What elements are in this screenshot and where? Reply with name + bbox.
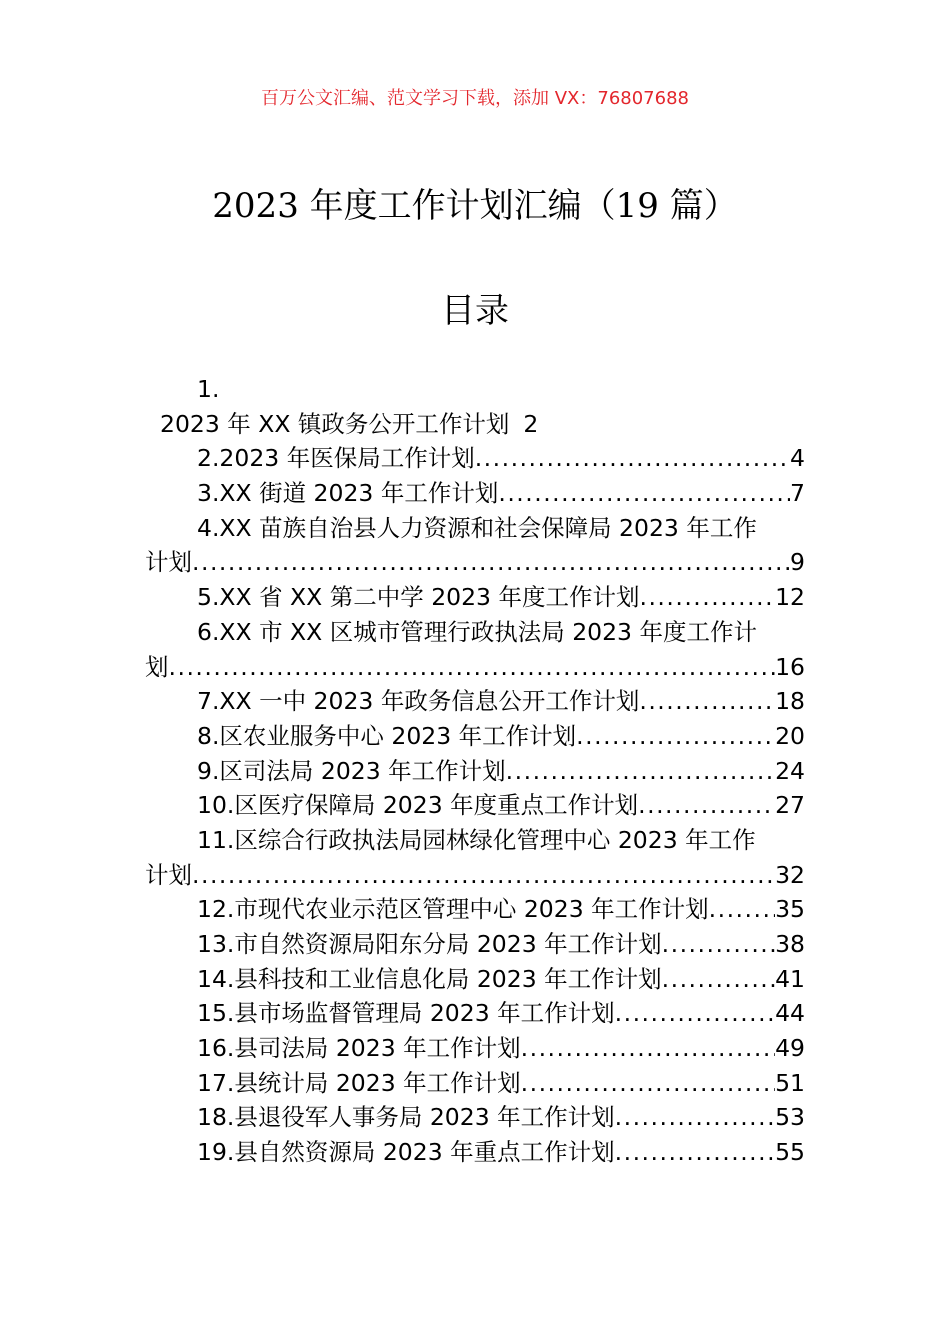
toc-entry[interactable] xyxy=(145,1135,805,1170)
dot-leader xyxy=(638,788,775,823)
toc-entry-title: 县统计局 2023 年工作计划 xyxy=(234,1068,521,1097)
toc-entry-number: 2. xyxy=(197,444,220,473)
toc-entry-page: 53 xyxy=(775,1103,805,1132)
toc-entry-title: 区农业服务中心 2023 年工作计划 xyxy=(219,721,577,750)
toc-entry-title: 县科技和工业信息化局 2023 年工作计划 xyxy=(234,964,662,993)
watermark-banner: 百万公文汇编、范文学习下载，添加 VX：76807688 xyxy=(261,88,689,109)
toc-entry-page: 20 xyxy=(775,721,805,750)
dot-leader xyxy=(615,1135,775,1170)
toc-entry-page: 18 xyxy=(775,687,805,716)
toc-entry-number: 15. xyxy=(197,999,235,1028)
toc-entry[interactable] xyxy=(145,962,805,997)
toc-entry-number-line[interactable] xyxy=(145,372,805,407)
toc-entry-title: 区综合行政执法局园林绿化管理中心 2023 年工作 xyxy=(234,825,756,854)
toc-entry-number: 13. xyxy=(197,930,235,958)
toc-entry-number: 9. xyxy=(197,756,220,785)
document-title: 2023 年度工作计划汇编（19 篇） xyxy=(212,186,738,226)
toc-entry-title: 县退役军人事务局 2023 年工作计划 xyxy=(234,1103,615,1132)
toc-entry-title: XX 省 XX 第二中学 2023 年度工作计划 xyxy=(219,583,640,612)
toc-entry-page: 32 xyxy=(775,860,805,889)
toc-entry[interactable] xyxy=(145,1100,805,1135)
dot-leader xyxy=(662,962,775,997)
toc-entry[interactable] xyxy=(145,511,805,546)
dot-leader xyxy=(521,1031,775,1066)
toc-entry-title-cont: 划 xyxy=(145,652,169,681)
dot-leader xyxy=(169,650,776,685)
dot-leader xyxy=(662,927,775,962)
toc-entry-page: 41 xyxy=(775,964,805,993)
toc-entry-page: 9 xyxy=(790,548,805,577)
toc-entry-title-cont: 计划 xyxy=(145,548,192,577)
toc-entry[interactable] xyxy=(145,407,805,442)
toc-entry-number: 17. xyxy=(197,1068,235,1097)
dot-leader xyxy=(639,580,775,615)
toc-entry[interactable] xyxy=(145,754,805,789)
toc-entry-number: 8. xyxy=(197,721,220,750)
toc-entry-number: 6. xyxy=(197,617,220,646)
toc-entry[interactable] xyxy=(145,580,805,615)
toc-entry-number: 11. xyxy=(197,825,235,854)
toc-entry-page: 55 xyxy=(775,1138,805,1167)
toc-entry[interactable] xyxy=(145,684,805,719)
toc-entry-page: 16 xyxy=(775,652,805,681)
toc-entry-page: 4 xyxy=(790,444,805,473)
toc-entry-title: 市自然资源局阳东分局 2023 年工作计划 xyxy=(234,930,662,958)
toc-entry-title: 县自然资源局 2023 年重点工作计划 xyxy=(234,1138,615,1167)
toc-entry-page: 51 xyxy=(775,1068,805,1097)
dot-leader xyxy=(615,996,775,1031)
toc-entry-number: 5. xyxy=(197,583,220,612)
toc-entry-title: 2023 年医保局工作计划 xyxy=(219,444,475,473)
table-of-contents xyxy=(145,372,805,1170)
dot-leader xyxy=(615,1100,775,1135)
toc-entry[interactable] xyxy=(145,476,805,511)
toc-entry-page: 44 xyxy=(775,999,805,1028)
toc-entry-number: 12. xyxy=(197,895,235,924)
dot-leader xyxy=(192,858,775,893)
toc-entry[interactable] xyxy=(145,441,805,476)
toc-entry-page: 35 xyxy=(775,895,805,924)
dot-leader xyxy=(709,892,775,927)
toc-entry[interactable] xyxy=(145,927,805,962)
toc-entry-continuation[interactable] xyxy=(145,858,805,893)
toc-entry-title: XX 苗族自治县人力资源和社会保障局 2023 年工作 xyxy=(219,513,757,542)
toc-entry[interactable] xyxy=(145,1031,805,1066)
toc-entry-title: XX 街道 2023 年工作计划 xyxy=(219,479,499,508)
toc-entry[interactable] xyxy=(145,892,805,927)
toc-entry-number: 4. xyxy=(197,513,220,542)
toc-entry-page: 38 xyxy=(775,930,805,958)
toc-entry-number: 7. xyxy=(197,687,220,716)
toc-entry-page: 24 xyxy=(775,756,805,785)
toc-entry-continuation[interactable] xyxy=(145,545,805,580)
dot-leader xyxy=(639,684,775,719)
dot-leader xyxy=(576,719,775,754)
toc-entry[interactable] xyxy=(145,719,805,754)
toc-entry[interactable] xyxy=(145,615,805,650)
toc-entry[interactable] xyxy=(145,996,805,1031)
dot-leader xyxy=(498,476,790,511)
toc-entry-page: 7 xyxy=(790,479,805,508)
dot-leader xyxy=(521,1066,775,1101)
toc-entry-title-cont: 计划 xyxy=(145,860,192,889)
toc-entry-number: 19. xyxy=(197,1138,235,1167)
toc-entry-page: 2 xyxy=(523,409,539,438)
toc-entry-number: 10. xyxy=(197,791,235,820)
dot-leader xyxy=(475,441,790,476)
toc-entry-number: 1. xyxy=(197,375,220,403)
toc-entry-title: 2023 年 XX 镇政务公开工作计划 xyxy=(160,409,510,438)
toc-entry-page: 49 xyxy=(775,1034,805,1063)
dot-leader xyxy=(506,754,775,789)
toc-heading: 目录 xyxy=(441,291,509,331)
toc-entry-page: 12 xyxy=(775,583,805,612)
toc-entry[interactable] xyxy=(145,1066,805,1101)
toc-entry-continuation[interactable] xyxy=(145,650,805,685)
toc-entry-title: 市现代农业示范区管理中心 2023 年工作计划 xyxy=(234,895,709,924)
toc-entry-title: XX 市 XX 区城市管理行政执法局 2023 年度工作计 xyxy=(219,617,757,646)
toc-entry-title: 县市场监督管理局 2023 年工作计划 xyxy=(234,999,615,1028)
toc-entry-title: 区医疗保障局 2023 年度重点工作计划 xyxy=(234,791,639,820)
toc-entry-number: 16. xyxy=(197,1034,235,1063)
toc-entry-title: XX 一中 2023 年政务信息公开工作计划 xyxy=(219,687,640,716)
toc-entry[interactable] xyxy=(145,788,805,823)
toc-entry[interactable] xyxy=(145,823,805,858)
toc-entry-number: 14. xyxy=(197,964,235,993)
dot-leader xyxy=(192,545,790,580)
toc-entry-number: 18. xyxy=(197,1103,235,1132)
toc-entry-page: 27 xyxy=(775,791,805,820)
toc-entry-number: 3. xyxy=(197,479,220,508)
toc-entry-title: 区司法局 2023 年工作计划 xyxy=(219,756,506,785)
toc-entry-title: 县司法局 2023 年工作计划 xyxy=(234,1034,521,1063)
